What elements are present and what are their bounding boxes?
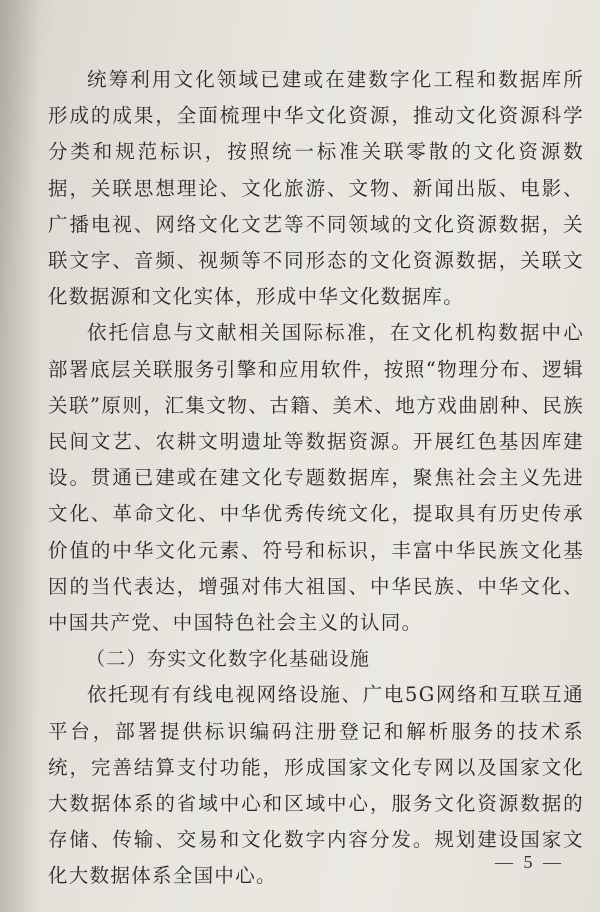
- paragraph-3: 依托现有有线电视网络设施、广电5G网络和互联互通平台，部署提供标识编码注册登记和解析服务的技术系统，完善结算支付功能，形成国家文化专网以及国家文化大数据体系的省域中心和区域中心，服务文化资源数据的存储、传输、交易和文化数字内容分发。规划建设国家文化大数据体系全国中心。: [48, 683, 584, 888]
- section-heading: （二）夯实文化数字化基础设施: [86, 648, 371, 671]
- paragraph-2: 依托信息与文献相关国际标准，在文化机构数据中心部署底层关联服务引擎和应用软件，按照“物理分布、逻辑关联”原则，汇集文物、古籍、美术、地方戏曲剧种、民族民间文艺、农耕文明遗址等数据资源。开展红色基因库建设。贯通已建或在建文化专题数据库，聚焦社会主义先进文化、革命文化、中华优秀传统文化，提取具有历史传承价值的中华文化元素、符号和标识，丰富中华民族文化基因的当代表达，增强对伟大祖国、中华民族、中华文化、中国共产党、中国特色社会主义的认同。: [48, 321, 584, 635]
- body-text: [48, 62, 584, 895]
- page-edge-shadow: [0, 0, 40, 912]
- page-number: — 5 —: [495, 852, 564, 872]
- paragraph-1: 统筹利用文化领域已建或在建数字化工程和数据库所形成的成果，全面梳理中华文化资源，推动文化资源科学分类和规范标识，按照统一标准关联零散的文化资源数据，关联思想理论、文化旅游、文物、新闻出版、电影、广播电视、网络文化文艺等不同领域的文化资源数据，关联文字、音频、视频等不同形态的文化资源数据，关联文化数据源和文化实体，形成中华文化数据库。: [48, 68, 584, 309]
